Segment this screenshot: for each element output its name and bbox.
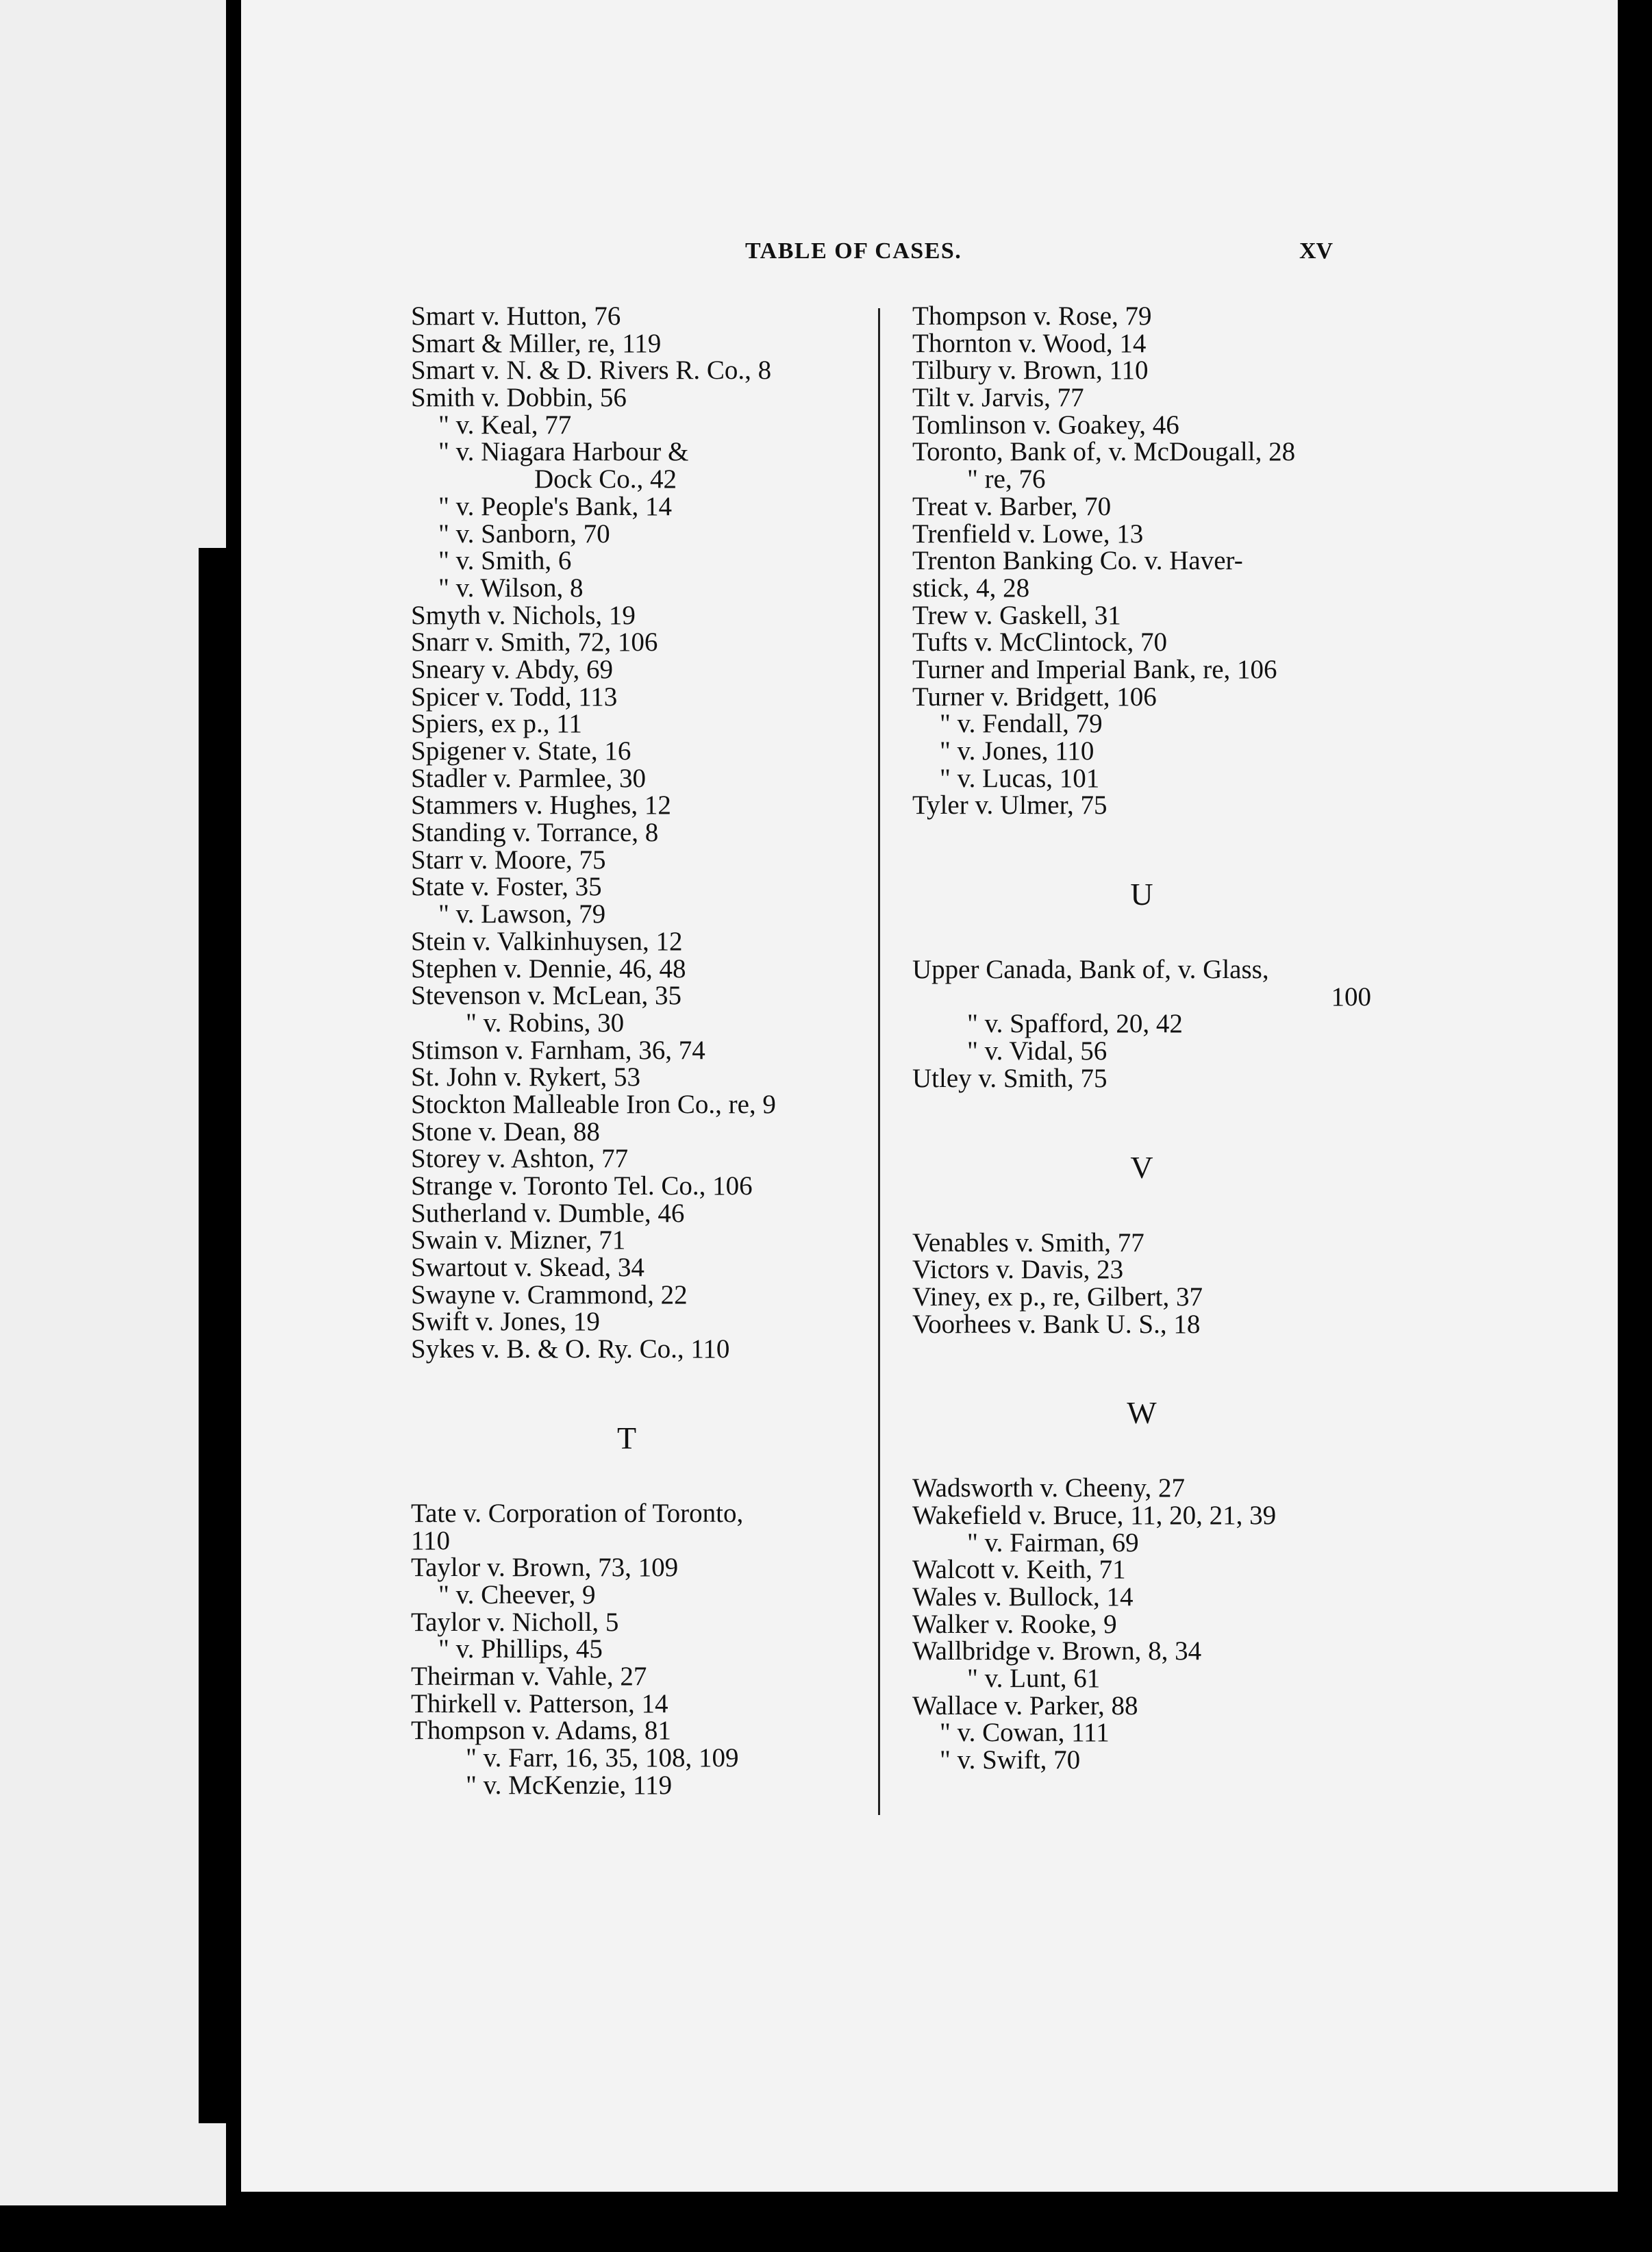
case-entry: Smart & Miller, re, 119	[411, 328, 662, 358]
case-entry: Stein v. Valkinhuysen, 12	[411, 926, 683, 956]
case-entry: Swartout v. Skead, 34	[411, 1253, 644, 1283]
case-entry: " v. Cowan, 111	[940, 1718, 1110, 1748]
case-entry: " v. Niagara Harbour &	[438, 437, 689, 467]
case-entry: Wallace v. Parker, 88	[912, 1690, 1138, 1721]
case-entry: Smith v. Dobbin, 56	[411, 383, 627, 413]
section-letter-v: V	[1130, 1149, 1153, 1185]
case-entry: " v. Keal, 77	[438, 410, 572, 440]
case-entry: Turner v. Bridgett, 106	[912, 681, 1157, 712]
case-entry: Treat v. Barber, 70	[912, 491, 1112, 521]
case-entry: Trenton Banking Co. v. Haver-	[912, 546, 1243, 576]
case-entry: Tate v. Corporation of Toronto,	[411, 1498, 744, 1528]
case-entry: Stimson v. Farnham, 36, 74	[411, 1035, 705, 1065]
case-entry: " v. Lucas, 101	[940, 763, 1100, 793]
case-entry: Spigener v. State, 16	[411, 736, 631, 766]
case-entry: " re, 76	[967, 464, 1046, 495]
case-entry: Viney, ex p., re, Gilbert, 37	[912, 1281, 1203, 1312]
case-entry: Tyler v. Ulmer, 75	[912, 790, 1107, 821]
right-column	[912, 303, 1371, 1774]
document-page	[241, 0, 1618, 2192]
running-header	[241, 238, 1618, 273]
case-entry: Victors v. Davis, 23	[912, 1255, 1124, 1285]
case-entry: " v. Swift, 70	[940, 1745, 1081, 1775]
case-entry: Venables v. Smith, 77	[912, 1227, 1144, 1258]
case-entry: Stammers v. Hughes, 12	[411, 790, 671, 821]
case-entry: Toronto, Bank of, v. McDougall, 28	[912, 437, 1296, 467]
case-entry: " v. Farr, 16, 35, 108, 109	[466, 1743, 739, 1773]
case-entry: " v. Fendall, 79	[940, 709, 1103, 739]
case-entry: Swain v. Mizner, 71	[411, 1225, 626, 1255]
case-entry: Wakefield v. Bruce, 11, 20, 21, 39	[912, 1500, 1277, 1530]
case-entry: " v. Lunt, 61	[967, 1664, 1101, 1694]
case-entry: " v. Lawson, 79	[438, 899, 606, 929]
case-entry: " v. Fairman, 69	[967, 1527, 1139, 1557]
case-entry: Taylor v. Nicholl, 5	[411, 1607, 619, 1637]
case-entry: Snarr v. Smith, 72, 106	[411, 627, 658, 658]
case-entry: " v. Wilson, 8	[438, 573, 584, 603]
case-entry: stick, 4, 28	[912, 573, 1030, 603]
case-entry: Storey v. Ashton, 77	[411, 1144, 629, 1174]
case-entry: " v. Phillips, 45	[438, 1634, 603, 1664]
case-entry: Sykes v. B. & O. Ry. Co., 110	[411, 1334, 730, 1364]
case-entry: Trew v. Gaskell, 31	[912, 600, 1121, 630]
case-entry: Walcott v. Keith, 71	[912, 1555, 1126, 1585]
facing-page-edge	[0, 0, 226, 2205]
case-entry: Taylor v. Brown, 73, 109	[411, 1553, 679, 1583]
page-edge-shadow	[199, 548, 226, 2123]
case-entry: Strange v. Toronto Tel. Co., 106	[411, 1171, 753, 1201]
case-entry: Wadsworth v. Cheeny, 27	[912, 1473, 1185, 1503]
case-entry: Trenfield v. Lowe, 13	[912, 518, 1144, 549]
book-gutter	[226, 0, 241, 2252]
case-entry: Wales v. Bullock, 14	[912, 1582, 1134, 1612]
case-entry: 110	[411, 1525, 451, 1555]
t-entries	[411, 1500, 842, 1799]
case-entry: Tilbury v. Brown, 110	[912, 355, 1149, 386]
section-letter-u: U	[1130, 877, 1153, 912]
case-entry: Spicer v. Todd, 113	[411, 681, 618, 712]
case-entry: Dock Co., 42	[534, 464, 677, 495]
case-entry: 100	[1331, 981, 1371, 1012]
case-entry: Turner and Imperial Bank, re, 106	[912, 654, 1277, 684]
s-entries	[411, 303, 842, 1363]
case-entry: Tomlinson v. Goakey, 46	[912, 410, 1179, 440]
case-entry: Stephen v. Dennie, 46, 48	[411, 953, 686, 984]
case-entry: Smart v. Hutton, 76	[411, 301, 621, 331]
case-entry: Smart v. N. & D. Rivers R. Co., 8	[411, 355, 772, 386]
page-title: TABLE OF CASES.	[745, 238, 962, 264]
case-entry: " v. Spafford, 20, 42	[967, 1009, 1183, 1039]
case-entry: " v. McKenzie, 119	[466, 1770, 673, 1800]
case-entry: St. John v. Rykert, 53	[411, 1062, 641, 1092]
case-entry: Stockton Malleable Iron Co., re, 9	[411, 1089, 776, 1119]
section-letter-t: T	[616, 1420, 637, 1455]
case-entry: Smyth v. Nichols, 19	[411, 600, 636, 630]
case-entry: Spiers, ex p., 11	[411, 709, 582, 739]
case-entry: " v. Robins, 30	[466, 1008, 625, 1038]
case-entry: Thompson v. Rose, 79	[912, 301, 1152, 331]
case-entry: Stevenson v. McLean, 35	[411, 981, 681, 1011]
v-entries	[912, 1229, 1371, 1338]
left-column	[411, 303, 842, 1799]
case-entry: " v. People's Bank, 14	[438, 491, 673, 521]
u-entries	[912, 956, 1371, 1092]
case-entry: " v. Cheever, 9	[438, 1579, 596, 1610]
case-entry: Utley v. Smith, 75	[912, 1063, 1107, 1093]
case-entry: Tilt v. Jarvis, 77	[912, 383, 1084, 413]
case-entry: Walker v. Rooke, 9	[912, 1609, 1117, 1639]
case-entry: Swift v. Jones, 19	[411, 1307, 600, 1337]
case-entry: Sutherland v. Dumble, 46	[411, 1198, 685, 1228]
case-entry: Voorhees v. Bank U. S., 18	[912, 1309, 1201, 1339]
case-entry: Stone v. Dean, 88	[411, 1116, 600, 1147]
case-entry: Tufts v. McClintock, 70	[912, 627, 1167, 658]
case-entry: " v. Smith, 6	[438, 546, 572, 576]
case-entry: State v. Foster, 35	[411, 872, 602, 902]
page-number: XV	[1299, 238, 1334, 264]
t-entries-continued	[912, 303, 1371, 819]
case-entry: Stadler v. Parmlee, 30	[411, 763, 646, 793]
w-entries	[912, 1475, 1371, 1774]
case-entry: Starr v. Moore, 75	[411, 844, 606, 875]
case-entry: Thompson v. Adams, 81	[411, 1716, 671, 1746]
case-entry: " v. Vidal, 56	[967, 1036, 1107, 1066]
section-letter-w: W	[1127, 1395, 1157, 1431]
case-entry: Standing v. Torrance, 8	[411, 818, 659, 848]
case-entry: Sneary v. Abdy, 69	[411, 654, 613, 684]
column-divider	[878, 308, 880, 1815]
case-entry: Thornton v. Wood, 14	[912, 328, 1147, 358]
case-entry: Theirman v. Vahle, 27	[411, 1661, 647, 1691]
case-entry: Upper Canada, Bank of, v. Glass,	[912, 955, 1269, 985]
case-entry: Thirkell v. Patterson, 14	[411, 1688, 668, 1718]
case-entry: Swayne v. Crammond, 22	[411, 1279, 688, 1310]
case-entry: Wallbridge v. Brown, 8, 34	[912, 1636, 1202, 1666]
case-entry: " v. Sanborn, 70	[438, 518, 610, 549]
case-entry: " v. Jones, 110	[940, 736, 1094, 766]
